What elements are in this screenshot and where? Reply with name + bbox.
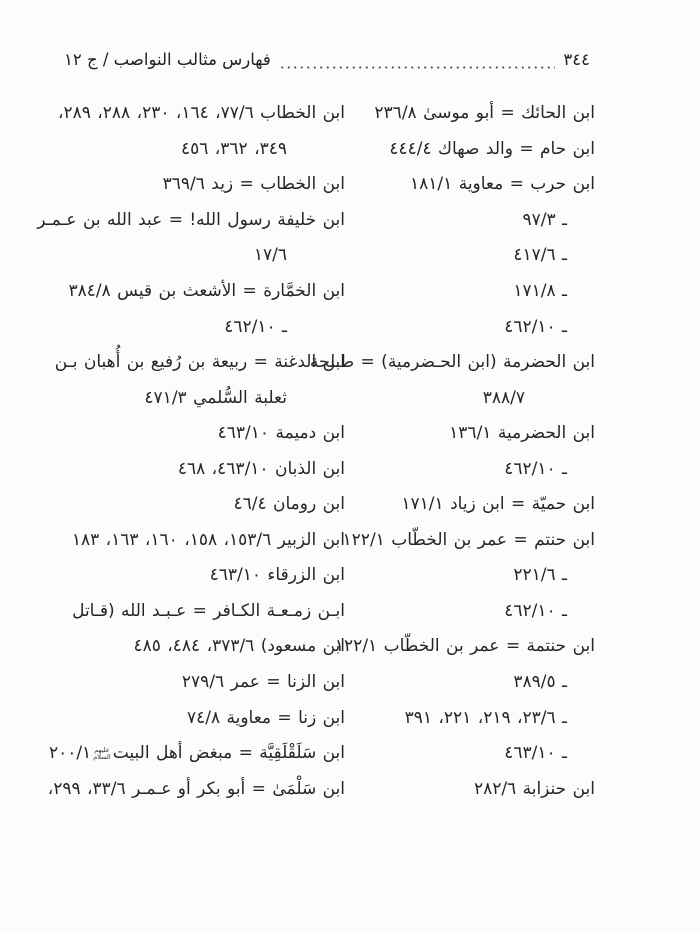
index-entry: ابن الزبير ١٥٣/٦، ١٥٨، ١٦٠، ١٦٣، ١٨٣ <box>71 529 345 550</box>
index-entry: ابن الزنا = عمر ٢٧٩/٦ <box>181 672 345 693</box>
index-subentry: ـ ٩٧/٣ <box>522 209 567 230</box>
index-subentry: ـ ٢٣/٦، ٢١٩، ٢٢١، ٣٩١ <box>404 707 567 728</box>
entry-text: ابن سَلَقْلَقِيَّة = مبغض أهل البيت <box>112 743 345 764</box>
index-entry: ابن حميّة = ابن زياد ١٧١/١ <box>401 494 595 515</box>
entry-page-ref: ٢٠٠/١ <box>48 743 92 764</box>
index-entry: ابن رومان ٤٦/٤ <box>233 494 345 515</box>
index-entry: ابن سَلْمَىٰ = أبو بكر أو عـمـر ٣٣/٦، ٢٩٩، <box>47 778 345 799</box>
index-continuation: ٣٤٩، ٣٦٢، ٤٥٦ <box>181 138 287 159</box>
index-subentry: ـ ٤١٧/٦ <box>513 245 567 266</box>
index-column-right <box>309 96 595 807</box>
index-columns <box>0 96 700 807</box>
index-subentry: ـ ٣٨٩/٥ <box>513 672 567 693</box>
index-subentry: ـ ١٧١/٨ <box>513 281 567 301</box>
index-column-left <box>32 96 345 807</box>
page-header <box>0 0 700 69</box>
index-entry <box>32 736 345 772</box>
index-entry: ابـن زمـعـة الكـافر = عـبـد الله (قـاتل <box>72 600 345 621</box>
index-entry: ابن الحائك = أبو موسىٰ ٢٣٦/٨ <box>374 103 595 124</box>
index-entry: ابن مسعود) ٣٧٣/٦، ٤٨٤، ٤٨٥ <box>133 636 345 657</box>
index-entry: ابن الدغنة = ربيعة بن رُفيع بن أُهبان بـن <box>54 352 345 373</box>
index-entry: ابن الحضرمة (ابن الحـضرمية) = طـلحة <box>309 352 595 373</box>
index-subentry: ـ ٤٦٢/١٠ <box>504 600 567 621</box>
index-entry: ابن الذبان ٤٦٣/١٠، ٤٦٨ <box>177 458 345 479</box>
index-entry: ابن الخطاب = زيد ٣٦٩/٦ <box>162 174 345 195</box>
index-continuation: ١٧/٦ <box>253 245 287 266</box>
honorific-mark: عليهم السلام <box>93 745 111 761</box>
index-subentry: ـ ٤٦٢/١٠ <box>504 316 567 337</box>
index-entry: ابن دميمة ٤٦٣/١٠ <box>217 423 345 444</box>
dotted-leader <box>279 56 556 69</box>
index-entry: ابن حنزابة ٢٨٢/٦ <box>473 778 595 799</box>
index-entry: ابن الخطاب ٧٧/٦، ١٦٤، ٢٣٠، ٢٨٨، ٢٨٩، <box>57 103 345 124</box>
index-continuation: ٣٨٨/٧ <box>482 387 525 408</box>
index-subentry: ـ ٤٦٢/١٠ <box>224 316 287 337</box>
index-entry: ابن خليفة رسول الله! = عبد الله بن عـمـر <box>37 209 345 230</box>
index-entry: ابن الخمَّارة = الأشعث بن قيس ٣٨٤/٨ <box>68 281 345 301</box>
index-entry: ابن زنا = معاوية ٧٤/٨ <box>186 707 345 728</box>
index-entry: ابن حنتم = عمر بن الخطّاب ١٢٢/١ <box>342 529 595 550</box>
running-title: فهارس مثالب النواصب / ج ١٢ <box>64 50 271 69</box>
index-subentry: ـ ٢٢١/٦ <box>513 565 567 586</box>
index-subentry: ـ ٤٦٢/١٠ <box>504 458 567 479</box>
index-entry: ابن حرب = معاوية ١٨١/١ <box>410 174 595 195</box>
index-entry: ابن الحضرمية ١٣٦/١ <box>449 423 595 444</box>
index-subentry: ـ ٤٦٣/١٠ <box>504 743 567 764</box>
page-number: ٣٤٤ <box>563 50 590 69</box>
index-entry: ابن الزرقاء ٤٦٣/١٠ <box>209 565 345 586</box>
index-entry: ابن حنتمة = عمر بن الخطّاب ١٢٢/١ <box>334 636 595 657</box>
index-entry: ابن حام = والد صهاك ٤٤٤/٤ <box>389 138 595 159</box>
index-continuation: ثعلبة السُّلمي ٤٧١/٣ <box>144 387 287 408</box>
